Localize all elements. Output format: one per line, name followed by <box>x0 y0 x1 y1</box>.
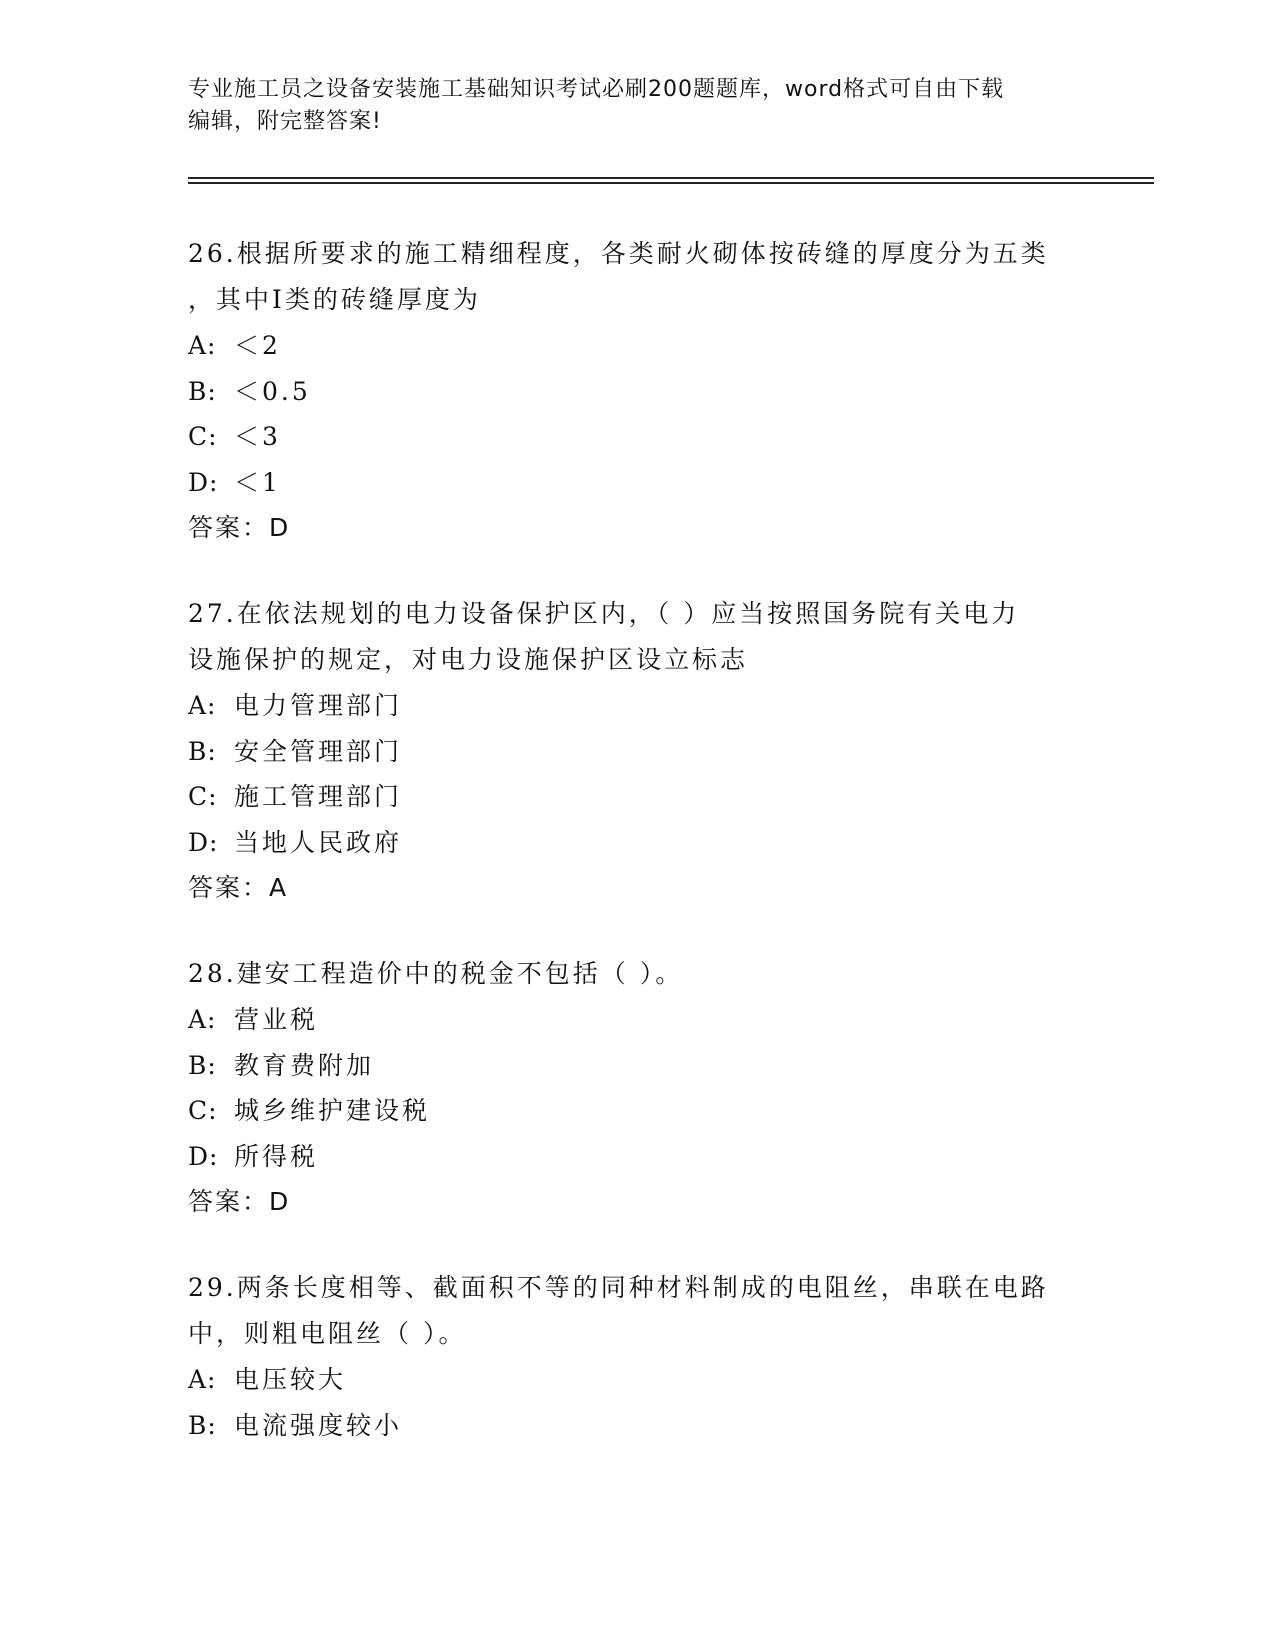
option-b <box>188 1043 1088 1089</box>
header-line-1: 专业施工员之设备安装施工基础知识考试必刷200题题库，word格式可自由下载 <box>188 77 1005 102</box>
option-b <box>188 369 1088 415</box>
option-text: 安全管理部门 <box>234 736 403 766</box>
header-divider-top <box>188 177 1154 179</box>
question-28 <box>188 951 1088 1225</box>
option-text: ＜1 <box>234 467 281 497</box>
option-text: 电力管理部门 <box>234 691 403 720</box>
option-text: 营业税 <box>234 1005 319 1034</box>
option-text: 当地人民政府 <box>234 827 403 857</box>
option-text: 所得税 <box>234 1141 319 1171</box>
option-a <box>188 323 1088 369</box>
option-letter: A: <box>188 331 217 360</box>
question-29 <box>188 1265 1088 1448</box>
answer-line: 答案：D <box>188 1187 291 1216</box>
option-letter: A: <box>188 1365 217 1394</box>
option-letter: A: <box>188 691 217 720</box>
option-text: 电压较大 <box>234 1365 347 1394</box>
answer-line: 答案：D <box>188 513 291 542</box>
option-text: 施工管理部门 <box>234 782 403 811</box>
option-c <box>188 414 1088 460</box>
option-letter: C: <box>188 782 218 811</box>
question-text-line-2: ，其中I类的砖缝厚度为 <box>188 285 481 314</box>
option-letter: B: <box>188 1410 217 1440</box>
option-b <box>188 1403 1088 1449</box>
document-header <box>188 74 1068 138</box>
option-letter: A: <box>188 1005 217 1034</box>
option-letter: B: <box>188 736 217 766</box>
option-a <box>188 683 1088 729</box>
question-27 <box>188 591 1088 911</box>
question-text-line-2: 中，则粗电阻丝（ ）。 <box>188 1319 467 1348</box>
option-text: 教育费附加 <box>234 1050 375 1080</box>
option-letter: B: <box>188 376 217 406</box>
option-d <box>188 1134 1088 1180</box>
answer-line: 答案：A <box>188 873 289 902</box>
question-text-line-1: 28.建安工程造价中的税金不包括（ ）。 <box>188 959 684 988</box>
header-line-2: 编辑，附完整答案! <box>188 109 382 134</box>
option-letter: C: <box>188 422 218 451</box>
option-text: 电流强度较小 <box>234 1410 403 1440</box>
header-divider-bottom <box>188 182 1154 184</box>
option-letter: D: <box>188 1141 219 1171</box>
option-letter: C: <box>188 1096 218 1125</box>
option-letter: B: <box>188 1050 217 1080</box>
option-text: ＜3 <box>234 422 281 451</box>
option-text: ＜0.5 <box>234 376 311 406</box>
question-text-line-1: 26.根据所要求的施工精细程度，各类耐火砌体按砖缝的厚度分为五类 <box>188 239 1049 268</box>
option-a <box>188 997 1088 1043</box>
question-text-line-1: 29.两条长度相等、截面积不等的同种材料制成的电阻丝，串联在电路 <box>188 1273 1049 1302</box>
question-26 <box>188 231 1088 551</box>
option-letter: D: <box>188 827 219 857</box>
option-c <box>188 1088 1088 1134</box>
question-text-line-2: 设施保护的规定，对电力设施保护区设立标志 <box>188 645 749 674</box>
option-d <box>188 460 1088 506</box>
option-text: 城乡维护建设税 <box>234 1096 431 1125</box>
question-text-line-1: 27.在依法规划的电力设备保护区内，（ ）应当按照国务院有关电力 <box>188 599 1020 628</box>
option-text: ＜2 <box>234 331 281 360</box>
option-a <box>188 1357 1088 1403</box>
option-c <box>188 774 1088 820</box>
option-letter: D: <box>188 467 219 497</box>
option-b <box>188 729 1088 775</box>
option-d <box>188 820 1088 866</box>
